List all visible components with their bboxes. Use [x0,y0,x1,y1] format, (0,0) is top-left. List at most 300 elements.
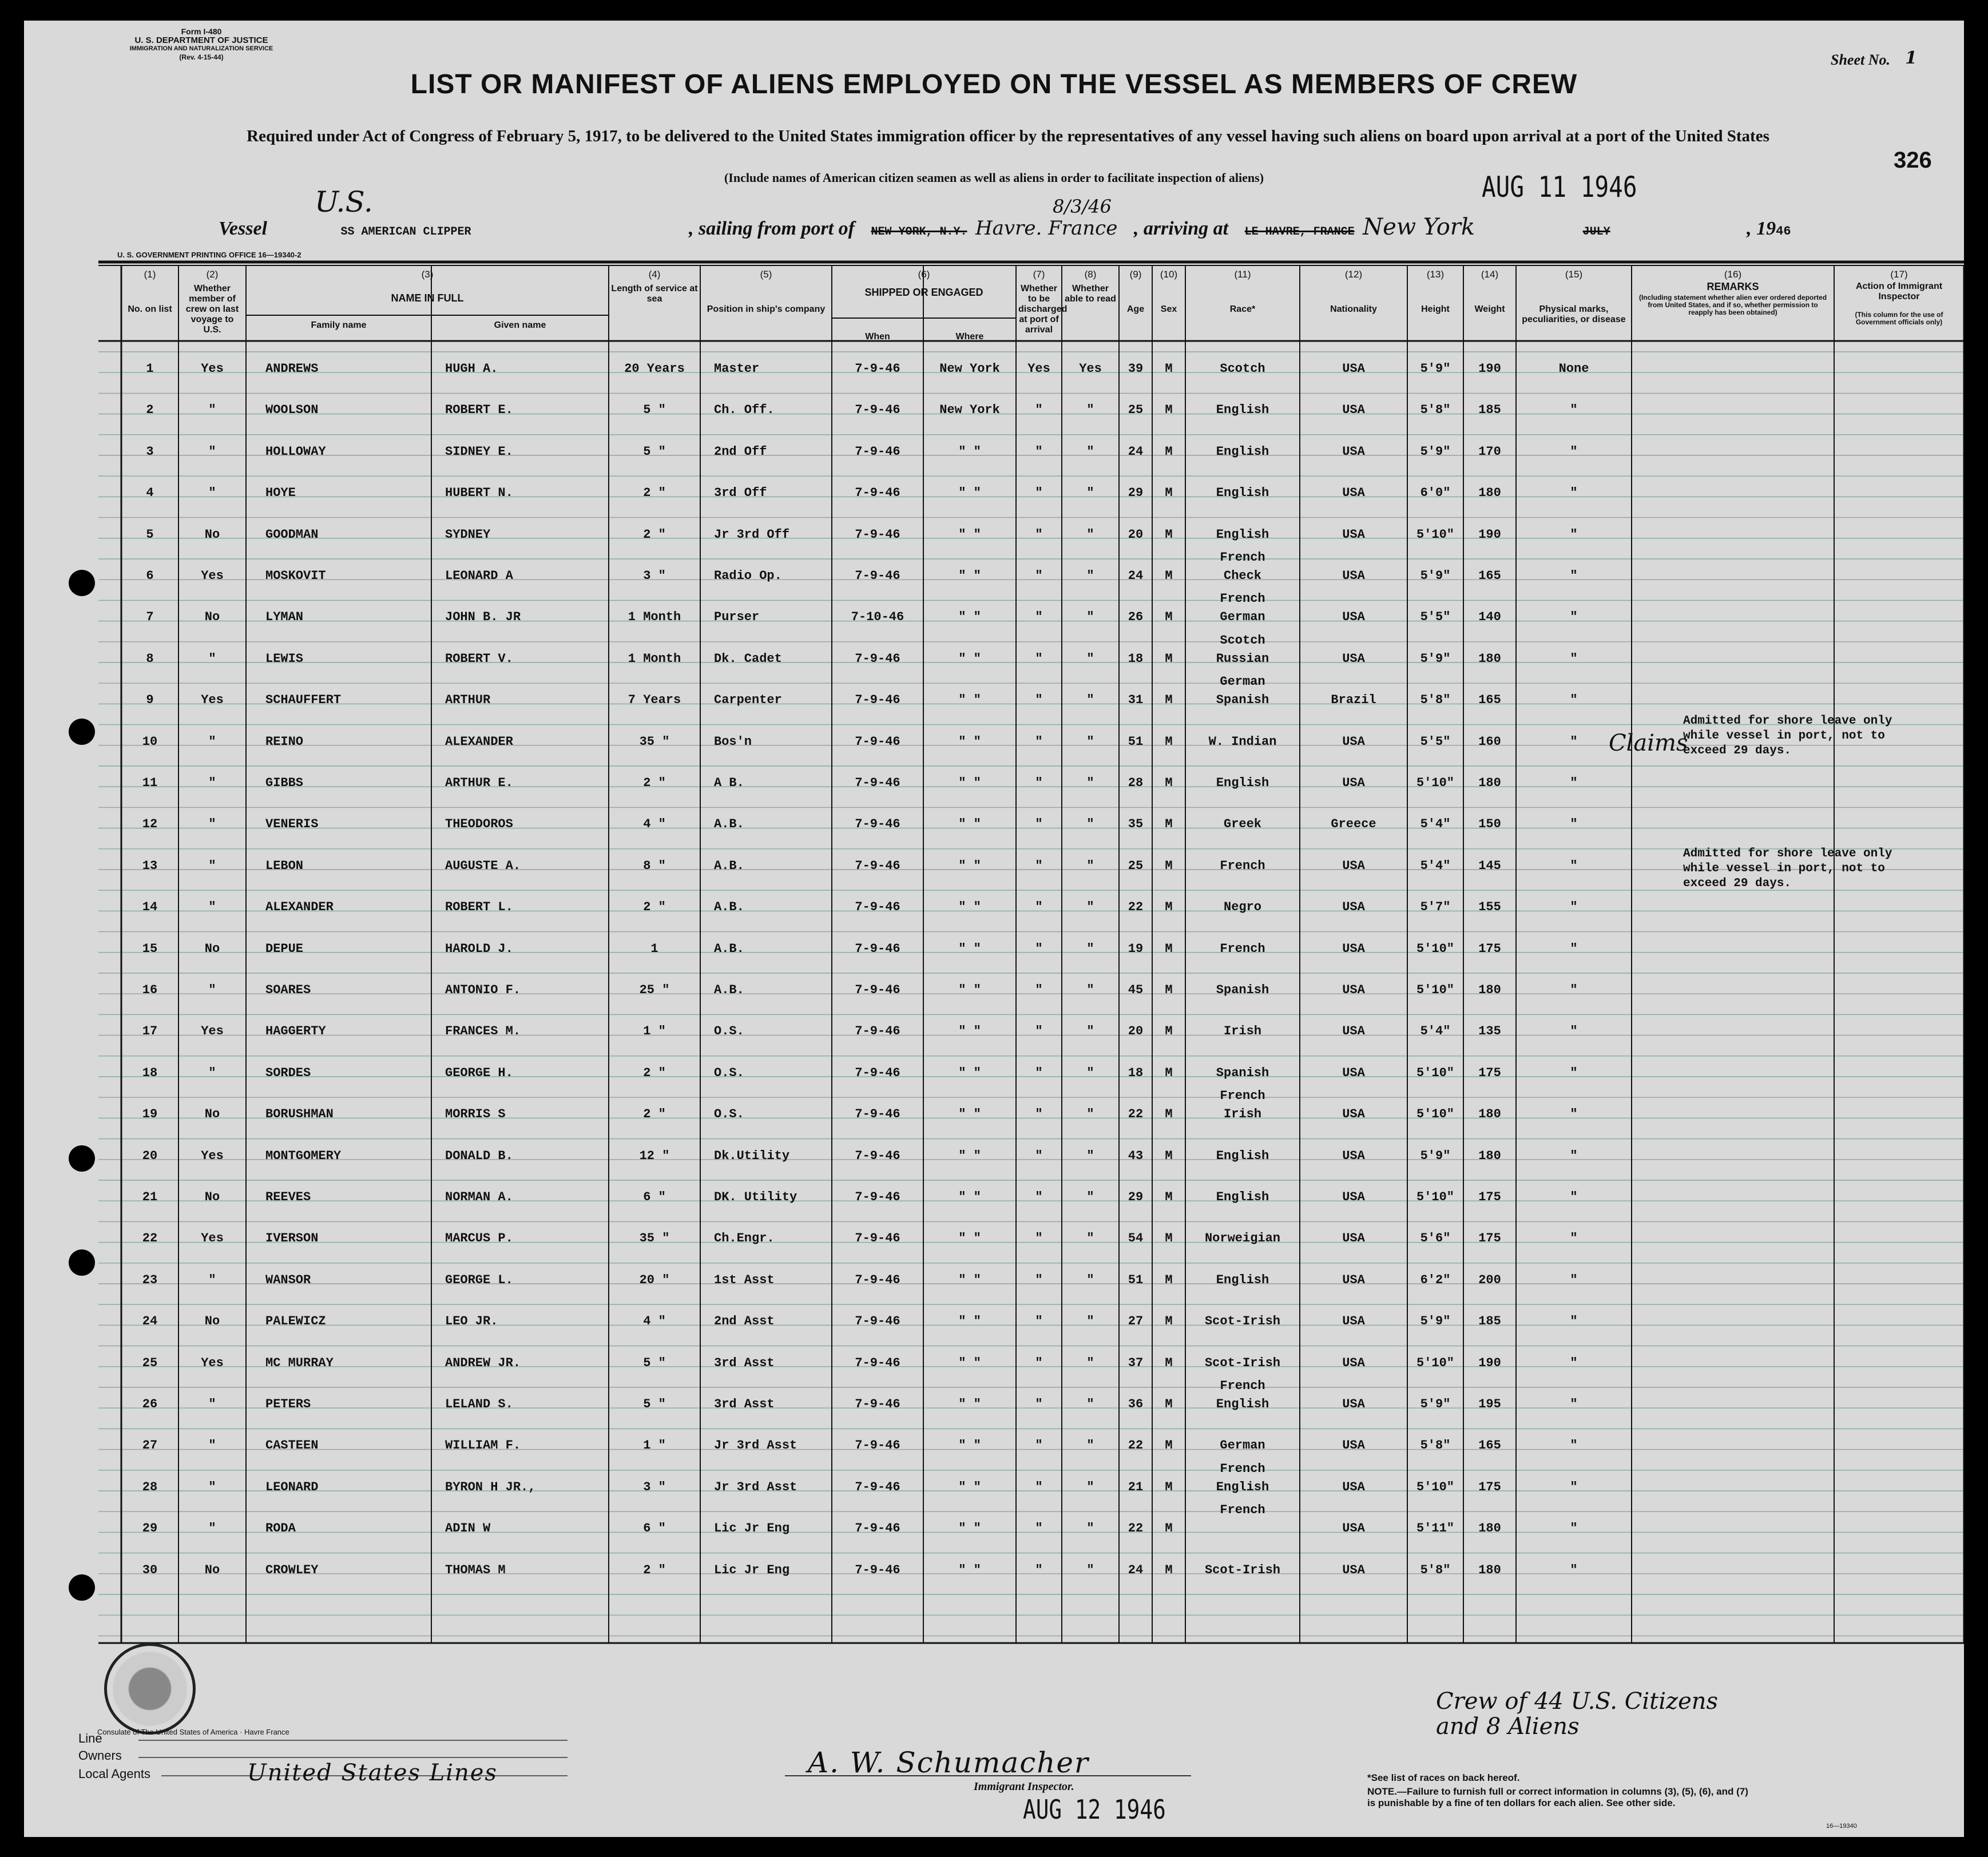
cell-marks: " [1570,1397,1578,1411]
cell-weight: 145 [1478,858,1501,873]
cell-marks: " [1570,1107,1578,1122]
cell-service: 3 " [643,569,666,583]
cell-crew: No [204,941,220,956]
cell-weight: 180 [1478,1521,1501,1536]
cell-given: ANTONIO F. [445,983,521,997]
cell-race-alt: French [1220,550,1265,565]
cell-read: " [1086,1272,1094,1287]
cell-weight: 180 [1478,1562,1501,1577]
cell-read: " [1086,610,1094,625]
cell-when: 7-9-46 [855,651,900,666]
cell-sex: M [1165,1438,1173,1453]
cell-weight: 190 [1478,1355,1501,1370]
cell-read: " [1086,1024,1094,1039]
cell-disch: " [1035,651,1043,666]
cell-height: 5'9" [1420,1397,1451,1411]
column-sub-where: Where [955,332,984,342]
cell-height: 5'10" [1416,1190,1455,1204]
cell-sex: M [1165,1521,1173,1536]
cell-service: 8 " [643,858,666,873]
cell-no: 28 [142,1479,158,1494]
cell-where: " " [958,1190,981,1204]
cell-when: 7-9-46 [855,941,900,956]
cell-when: 7-9-46 [855,776,900,790]
column-note-c16: (Including statement whether alien ever ordered deported from United States, and if so, whether permission to reapply has been obtained) [1638,293,1827,316]
cell-nat: USA [1342,983,1365,997]
column-header-c5: Position in ship's company [707,304,826,314]
cell-family: MONTGOMERY [265,1148,342,1163]
cell-age: 39 [1128,362,1144,376]
sailing-port-typed: NEW YORK, N.Y. [871,225,967,239]
cell-race-alt: French [1220,1461,1265,1476]
cell-race: Scotch [1220,362,1265,376]
column-number-c8: (8) [1084,269,1097,280]
cell-race-alt: French [1220,1089,1265,1104]
cell-disch: " [1035,444,1043,459]
cell-race: Scot-Irish [1204,1355,1281,1370]
form-number: Form I-480 [181,27,222,36]
cell-service: 7 Years [628,693,681,708]
cell-weight: 165 [1478,569,1501,583]
column-header-c3: NAME IN FULL [391,292,464,304]
cell-sex: M [1165,527,1173,542]
cell-height: 5'9" [1420,444,1451,459]
cell-marks: None [1558,362,1589,376]
cell-family: PALEWICZ [265,1314,326,1329]
cell-no: 7 [146,610,154,625]
cell-height: 5'8" [1420,403,1451,418]
cell-height: 5'10" [1416,1107,1455,1122]
cell-crew: No [204,1562,220,1577]
local-agents-handwritten: United States Lines [247,1760,498,1786]
cell-when: 7-9-46 [855,1272,900,1287]
cell-crew: " [208,1479,216,1494]
cell-marks: " [1570,651,1578,666]
cell-crew: No [204,527,220,542]
cell-no: 23 [142,1272,158,1287]
cell-crew: " [208,444,216,459]
cell-race: English [1216,1397,1269,1411]
cell-age: 35 [1128,817,1144,832]
cell-read: " [1086,1314,1094,1329]
cell-height: 5'10" [1416,776,1455,790]
cell-when: 7-9-46 [855,693,900,708]
cell-sex: M [1165,1024,1173,1039]
cell-family: WANSOR [265,1272,311,1287]
inspector-signature: A. W. Schumacher [808,1746,1089,1779]
cell-no: 19 [142,1107,158,1122]
cell-position: Jr 3rd Off [714,527,790,542]
cell-service: 4 " [643,1314,666,1329]
cell-given: LEO JR. [445,1314,498,1329]
cell-position: Dk.Utility [714,1148,790,1163]
cell-race: English [1216,444,1269,459]
cell-where: " " [958,1479,981,1494]
cell-disch: " [1035,1107,1043,1122]
cell-disch: " [1035,527,1043,542]
cell-family: REEVES [265,1190,311,1204]
sheet-label: Sheet No. [1831,51,1890,68]
column-header-c8: Whether able to read [1065,284,1116,304]
column-header-c9: Age [1126,304,1145,314]
cell-where: " " [958,1438,981,1453]
subtitle: Required under Act of Congress of February 5, 1917, to be delivered to the United States immigration officer by the representatives of any vessel having such aliens on board upon arrival at a port of the United States [247,127,1769,145]
cell-when: 7-9-46 [855,817,900,832]
cell-crew: " [208,983,216,997]
cell-nat: USA [1342,734,1365,749]
column-number-c3: (3) [421,269,434,280]
cell-service: 2 " [643,1562,666,1577]
cell-read: " [1086,776,1094,790]
cell-position: A.B. [714,983,744,997]
races-note: *See list of races on back hereof. [1367,1772,1520,1783]
cell-race: Negro [1223,900,1262,915]
cell-when: 7-9-46 [855,1438,900,1453]
cell-given: LEONARD A [445,569,513,583]
cell-marks: " [1570,1272,1578,1287]
cell-read: Yes [1079,362,1102,376]
cell-service: 20 Years [624,362,685,376]
cell-sex: M [1165,486,1173,501]
cell-no: 29 [142,1521,158,1536]
cell-nat: USA [1342,486,1365,501]
column-header-c14: Weight [1474,304,1505,314]
cell-crew: " [208,776,216,790]
cell-marks: " [1570,858,1578,873]
cell-position: 2nd Asst [714,1314,775,1329]
cell-when: 7-9-46 [855,1314,900,1329]
cell-nat: USA [1342,1355,1365,1370]
cell-family: MOSKOVIT [265,569,326,583]
cell-where: " " [958,1355,981,1370]
cell-no: 17 [142,1024,158,1039]
cell-read: " [1086,1065,1094,1080]
cell-age: 18 [1128,651,1144,666]
cell-weight: 175 [1478,941,1501,956]
cell-where: " " [958,900,981,915]
column-number-c4: (4) [648,269,661,280]
cell-height: 5'4" [1420,1024,1451,1039]
column-note-c17: (This column for the use of Government officials only) [1855,311,1943,326]
cell-nat: Greece [1331,817,1376,832]
cell-where: " " [958,1562,981,1577]
cell-disch: " [1035,776,1043,790]
cell-position: O.S. [714,1024,744,1039]
cell-marks: " [1570,1065,1578,1080]
cell-race: Spanish [1216,1065,1269,1080]
cell-when: 7-9-46 [855,1562,900,1577]
column-header-c12: Nationality [1330,304,1377,314]
cell-weight: 165 [1478,693,1501,708]
cell-nat: USA [1342,1479,1365,1494]
page-title: LIST OR MANIFEST OF ALIENS EMPLOYED ON THE VESSEL AS MEMBERS OF CREW [410,69,1578,100]
crew-count-note [1436,1689,1718,1739]
cell-weight: 180 [1478,983,1501,997]
cell-position: A.B. [714,900,744,915]
cell-crew: No [204,1314,220,1329]
cell-service: 1 Month [628,610,681,625]
cell-crew: " [208,1397,216,1411]
cell-crew: " [208,486,216,501]
cell-position: 2nd Off [714,444,767,459]
cell-sex: M [1165,1314,1173,1329]
cell-family: REINO [265,734,304,749]
cell-no: 8 [146,651,154,666]
cell-sex: M [1165,817,1173,832]
cell-sex: M [1165,569,1173,583]
cell-given: ROBERT V. [445,651,513,666]
cell-disch: " [1035,1521,1043,1536]
cell-age: 45 [1128,983,1144,997]
cell-nat: USA [1342,1190,1365,1204]
crew-count-text: Crew of 44 U.S. Citizens and 8 Aliens [1436,1688,1719,1740]
cell-crew: " [208,1065,216,1080]
cell-crew: " [208,900,216,915]
cell-position: 3rd Asst [714,1355,775,1370]
column-header-c13: Height [1421,304,1450,314]
cell-when: 7-9-46 [855,734,900,749]
received-date-stamp: AUG 11 1946 [1482,170,1637,204]
cell-when: 7-9-46 [855,1190,900,1204]
cell-no: 16 [142,983,158,997]
cell-no: 3 [146,444,154,459]
cell-service: 5 " [643,403,666,418]
cell-race: English [1216,1479,1269,1494]
cell-race: Scot-Irish [1204,1314,1281,1329]
cell-read: " [1086,983,1094,997]
cell-race: German [1220,610,1265,625]
cell-disch: " [1035,858,1043,873]
cell-race: English [1216,486,1269,501]
cell-position: Radio Op. [714,569,782,583]
cell-sex: M [1165,362,1173,376]
cell-nat: USA [1342,1272,1365,1287]
year-prefix: , 19 [1747,218,1776,239]
cell-disch: " [1035,983,1043,997]
cell-nat: USA [1342,651,1365,666]
cell-nat: USA [1342,858,1365,873]
cell-when: 7-9-46 [855,1479,900,1494]
cell-nat: USA [1342,527,1365,542]
column-number-c14: (14) [1481,269,1499,280]
punch-hole [69,719,95,745]
cell-disch: " [1035,486,1043,501]
cell-position: Purser [714,610,760,625]
cell-age: 28 [1128,776,1144,790]
column-number-c5: (5) [760,269,772,280]
cell-nat: USA [1342,444,1365,459]
cell-no: 18 [142,1065,158,1080]
cell-crew: Yes [201,569,224,583]
penalty-note: NOTE.—Failure to furnish full or correct information in columns (3), (5), (6), and (7) is punishable by a fine of ten dollars for each alien. See other side. [1367,1786,1748,1808]
cell-service: 2 " [643,776,666,790]
column-header-c15: Physical marks, peculiarities, or disease [1522,304,1626,324]
cell-where: " " [958,1521,981,1536]
cell-height: 5'4" [1420,858,1451,873]
cell-race: English [1216,1190,1269,1204]
cell-service: 6 " [643,1190,666,1204]
cell-read: " [1086,900,1094,915]
column-header-c7: Whether to be discharged at port of arrival [1018,284,1068,335]
cell-crew: No [204,1190,220,1204]
cell-age: 29 [1128,486,1144,501]
cell-height: 5'7" [1420,900,1451,915]
cell-position: Ch.Engr. [714,1231,775,1246]
cell-family: LEBON [265,858,304,873]
cell-family: BORUSHMAN [265,1107,334,1122]
column-number-c6: (6) [918,269,930,280]
local-agents-label: Local Agents [78,1767,150,1781]
cell-nat: USA [1342,1314,1365,1329]
cell-nat: USA [1342,941,1365,956]
cell-weight: 150 [1478,817,1501,832]
cell-given: HUGH A. [445,362,498,376]
cell-weight: 175 [1478,1190,1501,1204]
cell-age: 25 [1128,858,1144,873]
cell-given: LELAND S. [445,1397,513,1411]
cell-when: 7-9-46 [855,1107,900,1122]
line-label: Line [78,1731,102,1745]
cell-age: 22 [1128,1107,1144,1122]
cell-race: French [1220,941,1265,956]
cell-weight: 165 [1478,1438,1501,1453]
cell-service: 2 " [643,1065,666,1080]
vessel-name: SS AMERICAN CLIPPER [340,225,471,239]
cell-read: " [1086,693,1094,708]
cell-family: SORDES [265,1065,311,1080]
column-header-c11: Race* [1229,304,1256,314]
cell-position: A B. [714,776,744,790]
cell-no: 2 [146,403,154,418]
cell-no: 15 [142,941,158,956]
column-number-c9: (9) [1129,269,1142,280]
cell-crew: " [208,403,216,418]
cell-weight: 200 [1478,1272,1501,1287]
cell-height: 5'5" [1420,610,1451,625]
cell-sex: M [1165,1272,1173,1287]
cell-when: 7-9-46 [855,569,900,583]
cell-nat: USA [1342,1148,1365,1163]
cell-when: 7-9-46 [855,1355,900,1370]
cell-disch: " [1035,569,1043,583]
cell-when: 7-9-46 [855,983,900,997]
cell-family: SCHAUFFERT [265,693,342,708]
cell-weight: 180 [1478,1148,1501,1163]
cell-given: THOMAS M [445,1562,506,1577]
cell-no: 21 [142,1190,158,1204]
arriving-label: , arriving at [1133,218,1229,239]
cell-race-alt: German [1220,674,1265,689]
cell-disch: " [1035,1148,1043,1163]
cell-position: Master [714,362,760,376]
cell-where: " " [958,1314,981,1329]
cell-marks: " [1570,776,1578,790]
cell-sex: M [1165,983,1173,997]
cell-race: English [1216,403,1269,418]
cell-family: PETERS [265,1397,311,1411]
column-header-c17: Action of Immigrant Inspector [1855,281,1943,301]
cell-height: 5'9" [1420,569,1451,583]
cell-weight: 140 [1478,610,1501,625]
cell-nat: USA [1342,610,1365,625]
cell-when: 7-9-46 [855,527,900,542]
cell-age: 22 [1128,1521,1144,1536]
cell-given: GEORGE H. [445,1065,513,1080]
manifest-sheet [24,21,1964,1837]
cell-position: Ch. Off. [714,403,775,418]
cell-crew: " [208,1521,216,1536]
cell-disch: " [1035,1314,1043,1329]
column-number-c10: (10) [1160,269,1178,280]
subtitle-note: (Include names of American citizen seamen as well as aliens in order to facilitate inspection of aliens) [724,170,1264,185]
cell-service: 2 " [643,527,666,542]
cell-weight: 135 [1478,1024,1501,1039]
column-number-c12: (12) [1344,269,1363,280]
consulate-seal-text: Consulate of The United States of America · Havre France [97,1728,289,1736]
cell-family: VENERIS [265,817,319,832]
cell-given: ADIN W [445,1521,491,1536]
cell-no: 6 [146,569,154,583]
cell-height: 5'10" [1416,983,1455,997]
cell-where: " " [958,1397,981,1411]
vessel-label: Vessel [219,218,267,239]
cell-position: O.S. [714,1107,744,1122]
cell-age: 18 [1128,1065,1144,1080]
cell-weight: 180 [1478,651,1501,666]
punch-hole [69,1145,95,1172]
form-code: 16—19340 [1826,1823,1857,1830]
cell-disch: " [1035,734,1043,749]
cell-crew: Yes [201,693,224,708]
cell-nat: USA [1342,569,1365,583]
cell-age: 29 [1128,1190,1144,1204]
handwritten-us-note: U.S. [315,185,373,219]
cell-weight: 195 [1478,1397,1501,1411]
remark-row-12: Admitted for shore leave only while vessel in port, not to exceed 29 days. [1683,847,1892,890]
cell-disch: " [1035,1190,1043,1204]
cell-read: " [1086,1562,1094,1577]
cell-crew: Yes [201,1355,224,1370]
cell-where: " " [958,569,981,583]
cell-family: LEWIS [265,651,304,666]
cell-family: HOYE [265,486,296,501]
sailing-port-handwritten: Havre. France [975,217,1118,240]
cell-given: HUBERT N. [445,486,513,501]
cell-height: 5'9" [1420,1148,1451,1163]
cell-height: 5'10" [1416,1479,1455,1494]
cell-service: 4 " [643,817,666,832]
cell-service: 2 " [643,486,666,501]
cell-race: Irish [1223,1107,1262,1122]
punch-hole [69,570,95,596]
cell-given: MORRIS S [445,1107,506,1122]
cell-age: 27 [1128,1314,1144,1329]
cell-height: 6'0" [1420,486,1451,501]
arrival-month-typed: JULY [1582,225,1610,239]
cell-where: " " [958,1148,981,1163]
cell-sex: M [1165,444,1173,459]
cell-family: HOLLOWAY [265,444,326,459]
cell-disch: " [1035,817,1043,832]
cell-height: 5'9" [1420,651,1451,666]
cell-marks: " [1570,486,1578,501]
cell-position: A.B. [714,858,744,873]
cell-race-alt: French [1220,1379,1265,1393]
cell-marks: " [1570,1231,1578,1246]
cell-height: 5'6" [1420,1231,1451,1246]
cell-age: 22 [1128,900,1144,915]
cell-marks: " [1570,403,1578,418]
